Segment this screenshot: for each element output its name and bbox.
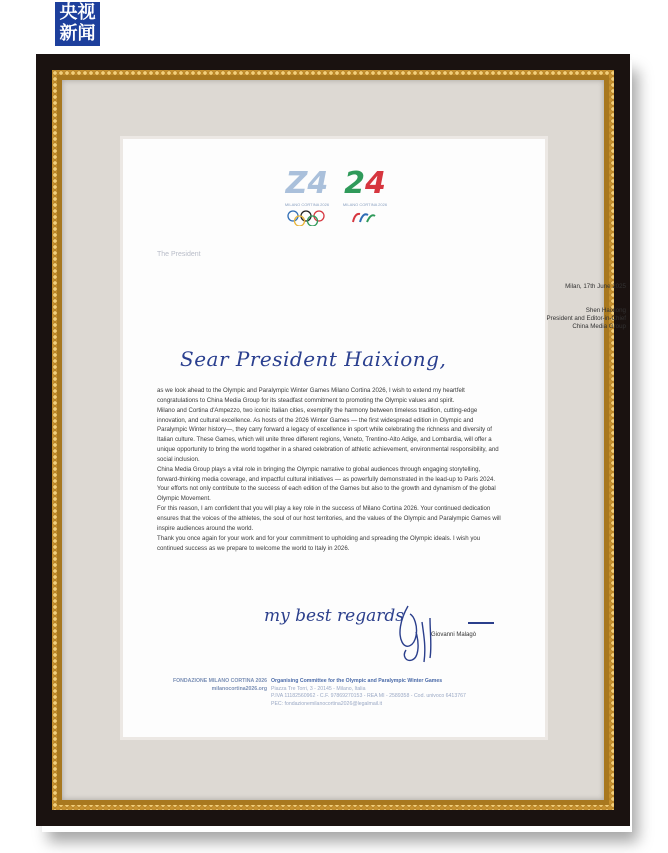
recipient-org: China Media Group	[572, 323, 626, 330]
recipient-title: President and Editor-in-Chief	[546, 315, 626, 322]
letterhead-from-label: The President	[157, 251, 201, 258]
recipient-name: Shen Haixiong	[585, 307, 626, 314]
footer-foundation	[152, 678, 267, 693]
paralympic-emblem: 24	[344, 166, 386, 201]
handwritten-closing: my best regards	[264, 606, 404, 626]
letter-body	[157, 386, 502, 553]
paralympic-agitos-icon	[349, 210, 379, 226]
handwritten-dash	[468, 622, 494, 624]
signature-icon	[380, 602, 450, 664]
committee-name: Organising Committee for the Olympic and Paralympic Winter Games	[271, 678, 443, 684]
paragraph: Thank you once again for your work and for your commitment to upholding and spreading the Olympic ideals. I wish you continued success as we prepare to welcome the world to Italy in 2026.	[157, 534, 481, 552]
committee-address: Piazza Tre Torri, 3 - 20145 - Milano, Italia	[271, 685, 366, 692]
footer-committee	[271, 678, 511, 708]
olympic-emblem-caption: MILANO CORTINA 2026	[284, 202, 330, 207]
paragraph: as we look ahead to the Olympic and Paralympic Winter Games Milano Cortina 2026, I wish to extend my heartfelt congratulations to China Media Group for its steadfast commitment to promoting the Olympic values and spirit.	[157, 387, 465, 404]
logo-line-2: 新闻	[59, 23, 96, 44]
games-logos	[283, 166, 393, 230]
olympic-emblem: Z4	[285, 166, 329, 201]
paragraph: Milano and Cortina d'Ampezzo, two iconic Italian cities, exemplify the harmony between timeless tradition, cutting-edge innovation, and cultural excellence. As hosts of the 2026 Winter Games — the first widespread edition in Olympic and Paralympic Winter history—, they carry forward a legacy of excellence in sport while celebrating the richness and diversity of Italian culture. These Games, which will unite three different regions, Veneto, Trentino-Alto Adige, and Lombardia, will offer a unique opportunity to bring the world together in a shared celebration of athletic achievement, environmental responsibility, and social inclusion.	[157, 406, 499, 463]
logo-line-1: 央视	[59, 2, 96, 23]
paragraph: For this reason, I am confident that you will play a key role in the success of Milano Cortina 2026. Your continued dedication ensures that the voices of the athletes, the soul of our host territories, and the values of the Olympic and Paralympic Games will inspire audiences around the world.	[157, 505, 501, 532]
foundation-website: milanocortina2026.org	[211, 685, 267, 692]
committee-pec: PEC: fondazionemilanocortina2026@legalmail.it	[271, 700, 383, 707]
paragraph: China Media Group plays a vital role in bringing the Olympic narrative to global audiences through engaging storytelling, forward-thinking media coverage, and impactful cultural initiatives — as powerfully demonstrated in the lead-up to Paris 2024. Your efforts not only contribute to the success of each edition of the Games but also to the growth and dynamism of the global Olympic Movement.	[157, 465, 496, 503]
foundation-name: FONDAZIONE MILANO CORTINA 2026	[172, 678, 267, 684]
place-date: Milan, 17th June 2025	[565, 283, 626, 290]
handwritten-salutation: Sear President Haixiong,	[180, 347, 447, 371]
signer-name: Giovanni Malagò	[431, 632, 477, 638]
paralympic-emblem-caption: MILANO CORTINA 2026	[342, 202, 388, 207]
cctv-news-logo	[55, 2, 100, 46]
committee-tax-info: P.IVA 11182560962 - C.F. 97869270153 - REA MI - 2589358 - Cod. univoco 6413767	[271, 693, 466, 700]
olympic-rings-icon	[286, 210, 326, 226]
